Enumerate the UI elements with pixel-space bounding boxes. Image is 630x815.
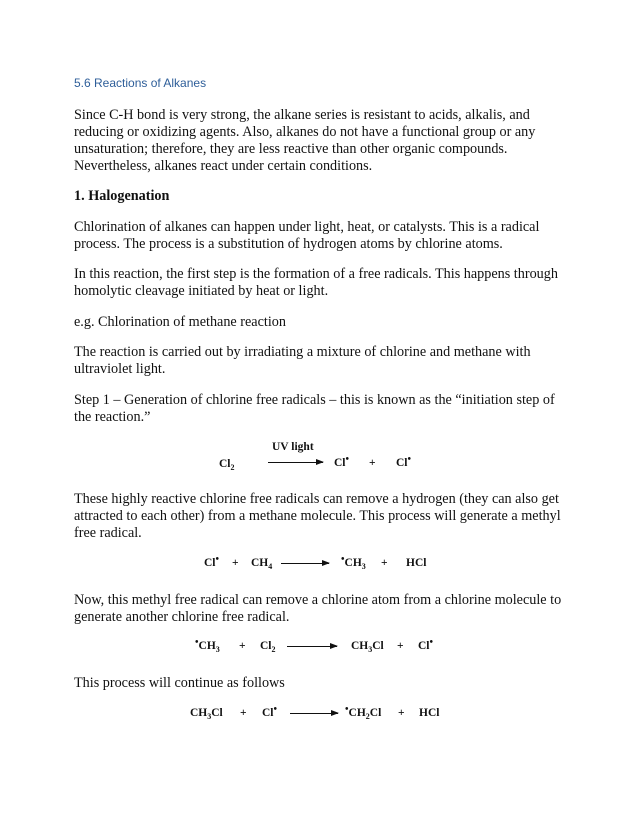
reaction-arrow bbox=[268, 462, 323, 463]
product-ch3cl: $CH_3Cl$ bbox=[351, 640, 384, 654]
plus-sign: + bbox=[397, 640, 404, 652]
section-title: 5.6 Reactions of Alkanes bbox=[74, 76, 207, 90]
plus-sign: + bbox=[381, 557, 388, 569]
product-cl-radical: Cl• bbox=[334, 454, 350, 469]
reactant-cl-radical: Cl• bbox=[204, 554, 220, 569]
reaction-arrow bbox=[281, 563, 329, 564]
irradiation-paragraph: The reaction is carried out by irradiating a mixture of chlorine and methane with ultraviolet light. bbox=[74, 344, 531, 377]
plus-sign: + bbox=[239, 640, 246, 652]
example-paragraph: e.g. Chlorination of methane reaction bbox=[74, 314, 286, 330]
equation-propagation-3 bbox=[0, 706, 630, 746]
reactant-cl2: $Cl_2$ bbox=[260, 640, 276, 654]
equation-propagation-2 bbox=[0, 639, 630, 679]
reactant-ch4: $CH_4$ bbox=[251, 557, 273, 571]
first-step-paragraph: In this reaction, the first step is the formation of a free radicals. This happens through homolytic cleavage initiated by heat or light. bbox=[74, 266, 558, 299]
intro-paragraph: Since C-H bond is very strong, the alkane series is resistant to acids, alkalis, and reducing or oxidizing agents. Also, alkanes do not have a functional group or any unsaturation; therefore, they are less reactive than other organic compounds. Nevertheless, alkanes react under certain conditions. bbox=[74, 107, 536, 174]
reactive-radicals-paragraph: These highly reactive chlorine free radicals can remove a hydrogen (they can also get attracted to each other) from a methane molecule. This process will generate a methyl free radical. bbox=[74, 491, 561, 541]
plus-sign: + bbox=[398, 707, 405, 719]
step1-paragraph: Step 1 – Generation of chlorine free radicals – this is known as the “initiation step of the reaction.” bbox=[74, 392, 555, 425]
equation-initiation bbox=[0, 440, 630, 480]
chlorination-paragraph: Chlorination of alkanes can happen under light, heat, or catalysts. This is a radical process. The process is a substitution of hydrogen atoms by chlorine atoms. bbox=[74, 219, 540, 252]
plus-sign: + bbox=[240, 707, 247, 719]
plus-sign: + bbox=[232, 557, 239, 569]
reactant-ch3cl: $CH_3Cl$ bbox=[190, 707, 223, 721]
product-cl-radical-2: Cl• bbox=[396, 454, 412, 469]
reaction-arrow bbox=[287, 646, 337, 647]
plus-sign: + bbox=[369, 457, 376, 469]
reactant-cl-radical: Cl• bbox=[262, 704, 278, 719]
product-hcl: HCl bbox=[419, 707, 440, 719]
methyl-radical-paragraph: Now, this methyl free radical can remove a chlorine atom from a chlorine molecule to generate another chlorine free radical. bbox=[74, 592, 562, 625]
reactant-cl2: $Cl_2$ bbox=[219, 458, 235, 472]
reactant-methyl-radical: $^•CH_3$ bbox=[195, 637, 220, 654]
condition-label: UV light bbox=[272, 441, 314, 453]
reaction-arrow bbox=[290, 713, 338, 714]
product-hcl: HCl bbox=[406, 557, 427, 569]
product-methyl-radical: $^•CH_3$ bbox=[341, 554, 366, 571]
equation-propagation-1 bbox=[0, 556, 630, 596]
product-ch2cl-radical: $^•CH_2Cl$ bbox=[345, 704, 382, 721]
continue-paragraph: This process will continue as follows bbox=[74, 675, 285, 691]
product-cl-radical: Cl• bbox=[418, 637, 434, 652]
halogenation-heading: 1. Halogenation bbox=[74, 188, 170, 204]
